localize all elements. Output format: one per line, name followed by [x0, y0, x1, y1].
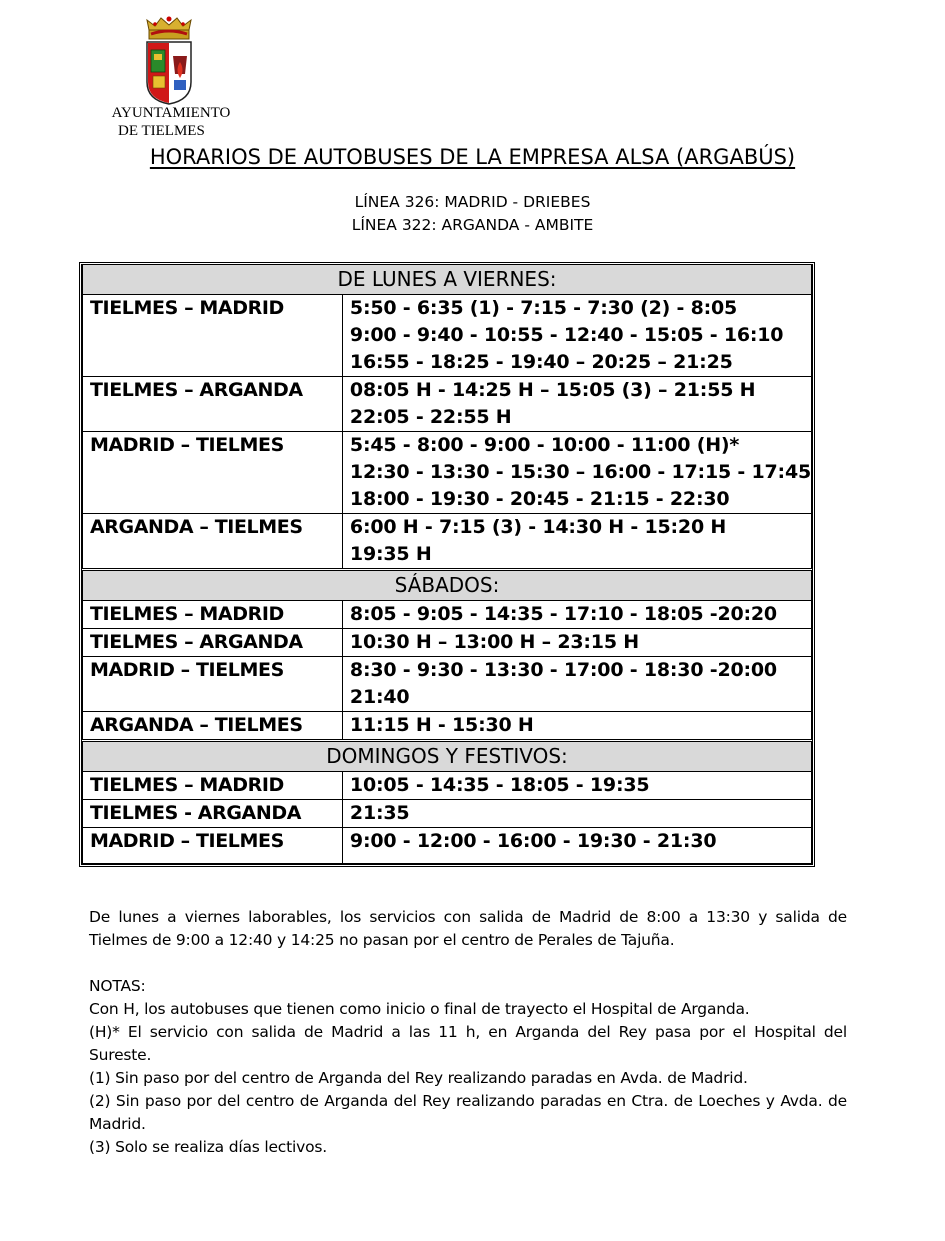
table-row	[83, 629, 812, 657]
note-item: Con H, los autobuses que tienen como inicio o final de trayecto el Hospital de Arganda.	[89, 1000, 750, 1018]
times-line: 8:30 - 9:30 - 13:30 - 17:00 - 18:30 -20:00	[349, 659, 777, 681]
route-cell: ARGANDA – TIELMES	[83, 712, 343, 741]
section-header-row	[83, 265, 812, 295]
times-line: 10:30 H – 13:00 H – 23:15 H	[349, 631, 639, 653]
note-item: (1) Sin paso por del centro de Arganda del Rey realizando paradas en Avda. de Madrid.	[89, 1069, 748, 1087]
times-cell	[342, 514, 811, 570]
note-item: (2) Sin paso por del centro de Arganda del Rey realizando paradas en Ctra. de Loeches y Avda. de Madrid.	[89, 1092, 847, 1133]
times-line: 19:35 H	[349, 543, 432, 565]
schedule-table	[79, 262, 815, 867]
times-line: 21:35	[349, 802, 410, 824]
times-cell	[342, 377, 811, 432]
times-line: 5:45 - 8:00 - 9:00 - 10:00 - 11:00 (H)*	[349, 434, 740, 456]
times-line: 9:00 - 9:40 - 10:55 - 12:40 - 15:05 - 16:10	[349, 324, 784, 346]
page-title: HORARIOS DE AUTOBUSES DE LA EMPRESA ALSA (ARGABÚS)	[149, 145, 796, 169]
route-cell: TIELMES – MADRID	[83, 772, 343, 800]
times-line: 08:05 H - 14:25 H – 15:05 (3) – 21:55 H	[349, 379, 756, 401]
times-line: 16:55 - 18:25 - 19:40 – 20:25 – 21:25	[349, 351, 733, 373]
times-cell	[342, 295, 811, 377]
times-cell	[342, 657, 811, 712]
times-cell	[342, 601, 811, 629]
route-cell: TIELMES - ARGANDA	[83, 800, 343, 828]
route-cell: MADRID – TIELMES	[83, 828, 343, 864]
note-item: (3) Solo se realiza días lectivos.	[89, 1138, 327, 1156]
route-cell: MADRID – TIELMES	[83, 432, 343, 514]
times-line: 11:15 H - 15:30 H	[349, 714, 534, 736]
times-cell	[342, 712, 811, 741]
route-cell: TIELMES – MADRID	[83, 601, 343, 629]
times-line: 8:05 - 9:05 - 14:35 - 17:10 - 18:05 -20:20	[349, 603, 777, 625]
org-line-1: AYUNTAMIENTO	[111, 105, 231, 121]
times-cell	[342, 629, 811, 657]
table-row	[83, 657, 812, 712]
times-line: 9:00 - 12:00 - 16:00 - 19:30 - 21:30	[349, 830, 717, 852]
notes-heading: NOTAS:	[89, 977, 146, 995]
route-cell: TIELMES – ARGANDA	[83, 377, 343, 432]
section-header-row	[83, 741, 812, 772]
route-cell: TIELMES – ARGANDA	[83, 629, 343, 657]
table-row	[83, 828, 812, 864]
line-326: LÍNEA 326: MADRID - DRIEBES	[354, 193, 591, 211]
organization-name	[96, 104, 246, 140]
times-line: 10:05 - 14:35 - 18:05 - 19:35	[349, 774, 650, 796]
section-header-row	[83, 570, 812, 601]
times-cell	[342, 800, 811, 828]
times-line: 21:40	[349, 686, 410, 708]
table-row	[83, 514, 812, 570]
line-322: LÍNEA 322: ARGANDA - AMBITE	[351, 216, 594, 234]
table-row	[83, 601, 812, 629]
times-cell	[342, 432, 811, 514]
note-item: (H)* El servicio con salida de Madrid a las 11 h, en Arganda del Rey pasa por el Hospital del Sureste.	[89, 1023, 847, 1064]
table-row	[83, 712, 812, 741]
section-heading: SÁBADOS:	[83, 570, 812, 601]
times-line: 12:30 - 13:30 - 15:30 – 16:00 - 17:15 - 17:45	[349, 461, 811, 483]
table-row	[83, 772, 812, 800]
times-cell	[342, 828, 811, 864]
section-heading: DE LUNES A VIERNES:	[83, 265, 812, 295]
times-line: 18:00 - 19:30 - 20:45 - 21:15 - 22:30	[349, 488, 730, 510]
times-line: 22:05 - 22:55 H	[349, 406, 512, 428]
route-cell: ARGANDA – TIELMES	[83, 514, 343, 570]
bus-lines	[0, 191, 945, 237]
route-cell: MADRID – TIELMES	[83, 657, 343, 712]
coat-of-arms-logo	[141, 16, 197, 106]
times-line: 6:00 H - 7:15 (3) - 14:30 H - 15:20 H	[349, 516, 727, 538]
times-line: 5:50 - 6:35 (1) - 7:15 - 7:30 (2) - 8:05	[349, 297, 738, 319]
table-row	[83, 432, 812, 514]
route-cell: TIELMES – MADRID	[83, 295, 343, 377]
table-row	[83, 800, 812, 828]
org-line-2: DE TIELMES	[118, 123, 205, 139]
section-heading: DOMINGOS Y FESTIVOS:	[83, 741, 812, 772]
table-row	[83, 377, 812, 432]
table-row	[83, 295, 812, 377]
notes-intro: De lunes a viernes laborables, los servicios con salida de Madrid de 8:00 a 13:30 y salida de Tielmes de 9:00 a 12:40 y 14:25 no pasan por el centro de Perales de Tajuña.	[89, 908, 847, 949]
notes-section	[89, 906, 847, 1159]
times-cell	[342, 772, 811, 800]
